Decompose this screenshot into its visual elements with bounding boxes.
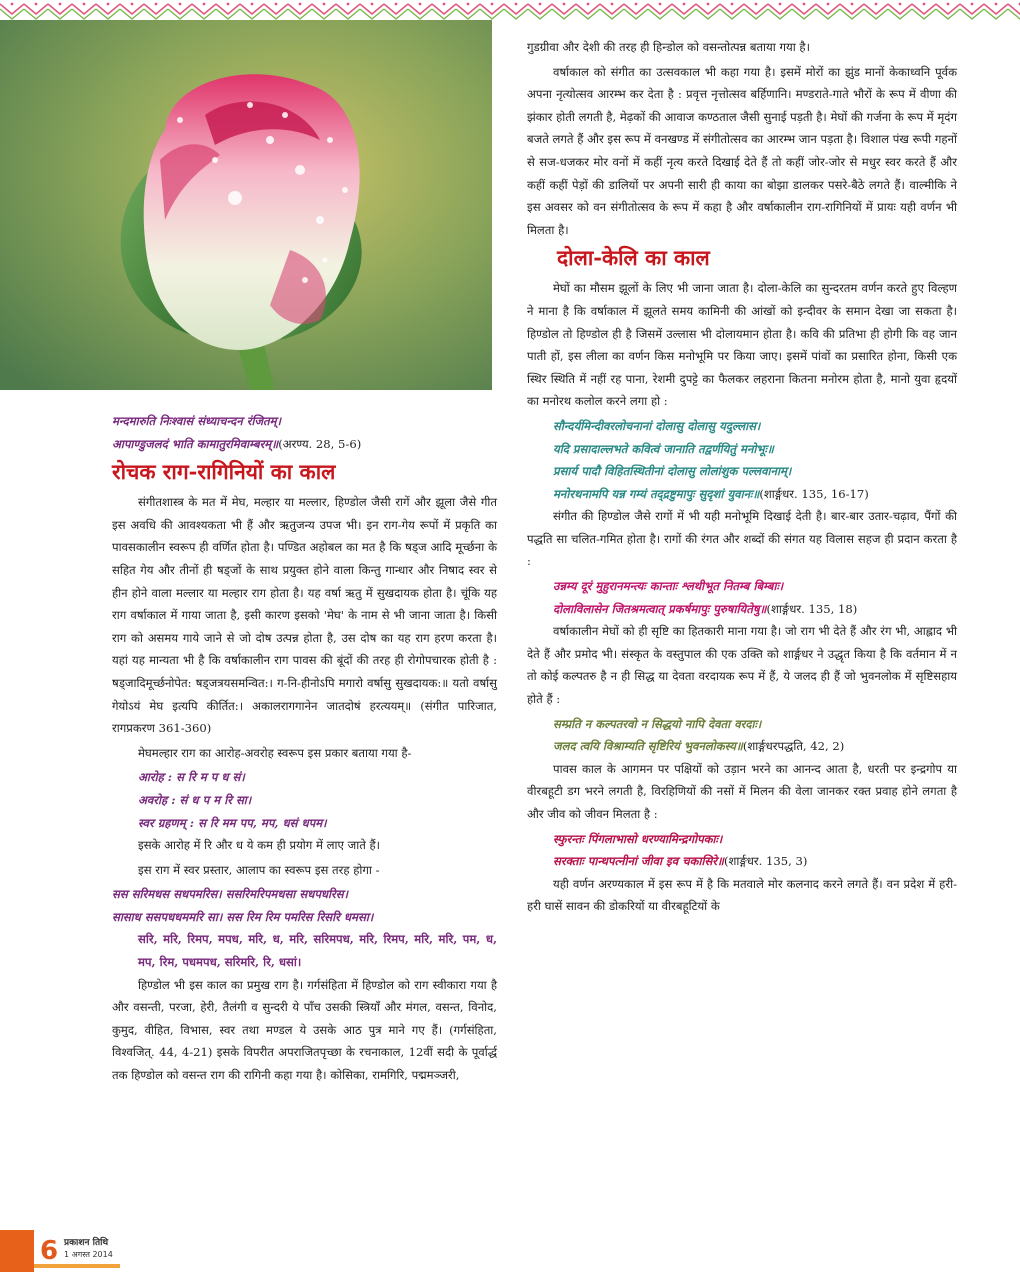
verse-reference: (शार्ङ्गधर. 135, 3)	[724, 854, 808, 869]
rose-photo	[0, 20, 492, 390]
body-line: इस राग में स्वर प्रस्तार, आलाप का स्वरूप इस तरह होगा -	[138, 862, 380, 877]
body-paragraph: गुडग्रीवा और देशी की तरह ही हिन्डोल को वसन्तोत्पन्न बताया गया है।	[527, 40, 810, 54]
body-paragraph: यही वर्णन अरण्यकाल में इस रूप में है कि मतवाले मोर कलनाद करने लगते हैं। वन प्रदेश में हरी-हरी घासें सावन की डोकरियों या वीरबहूटियों के	[527, 876, 957, 914]
body-paragraph: पावस काल के आगमन पर पक्षियों को उड़ान भरने का आनन्द आता है, धरती पर इन्द्रगोप या वीरबहूटी डग भरने लगती है, विरहिणियों की नसों में मिलन की वेला जानकर रक्त प्रवाह होने लगता है और जीव को जीवन मिलता है :	[527, 761, 957, 821]
verse-line: जलद त्वयि विश्राम्यति सृष्टिरियं भुवनलोकस्य॥(शार्ङ्गधरपद्धति, 42, 2)	[553, 739, 845, 754]
taan-line: सासाध ससपधधममरि सा। सस रिम रिम पमरिस रिसरि धमसा।	[112, 909, 374, 924]
swar-grahan-line: स्वर ग्रहणम् : स रि मम पप, मप, धसं धपम।	[138, 815, 327, 830]
verse-line: मन्दमारुति निःश्वासं संध्याचन्दन रंजितम्।	[112, 414, 281, 428]
body-paragraph: मेघों का मौसम झूलों के लिए भी जाना जाता है। दोला-केलि का सुन्दरतम वर्णन करते हुए विल्हण ने माना है कि वर्षाकाल में झूलते समय कामिनी की आंखों को इन्दीवर के समान देखा जा सकता है। हिण्डोल तो हिण्डोल ही है जिसमें उल्लास भी दोलायमान होता है। कवि की प्रतिभा ही होगी कि वह जान पाती हों, इस लीला का वर्णन किस मनोभूमि पर किया जाए। इसमें पांवों का प्रसारित होना, किसी एक स्थिर स्थिति में नहीं रह पाना, रेशमी दुपट्टे का फैलकर लहराना कितना मनोरम होता है, मानो युवा हृदयों का मनोरथ कलोल करने लगा हो :	[527, 281, 957, 409]
avroh-line: अवरोह : सं ध प म रि सा।	[138, 792, 252, 807]
verse-line: आपाण्डुजलदं भाति कामातुरमिवाम्बरम्॥(अरण्य. 28, 5-6)	[112, 436, 362, 451]
publication-label: प्रकाशन तिथि	[64, 1238, 109, 1248]
page-number: 6	[40, 1236, 59, 1266]
body-paragraph: हिण्डोल भी इस काल का प्रमुख राग है। गर्गसंहिता में हिण्डोल को राग स्वीकारा गया है और वसन्ती, परजा, हेरी, तैलंगी व सुन्दरी ये पाँच उसकी स्त्रियाँ और मंगल, वसन्त, विनोद, कुमुद, वीहित, विभास, स्वर तथा मण्डल ये उसके आठ पुत्र माने गए हैं। (गर्गसंहिता, विश्वजित्. 44, 4-21) इसके विपरीत अपराजितपृच्छा के रचनाकाल, 12वीं सदी के पूर्वार्द्ध तक हिण्डोल को वसन्त राग की रागिनी कहा गया है। कोसिका, रामगिरि, पद्ममञ्जरी,	[112, 977, 497, 1083]
section-heading: रोचक राग-रागिनियों का काल	[112, 459, 336, 485]
left-column	[112, 410, 497, 1089]
verse-line: दोलाविलासेन जितश्रमत्वात् प्रकर्षमापुः पुरुषायितेषु॥(शार्ङ्गधर. 135, 18)	[553, 601, 858, 616]
aroh-line: आरोह : स रि म प ध सं।	[138, 770, 245, 785]
verse-line: उन्नम्य दूरं मुहुरानमन्त्यः कान्ताः श्लथीभूत नितम्ब बिम्बाः।	[553, 579, 784, 594]
decorative-top-border	[0, 0, 1020, 22]
taan-line: सरि, मरि, रिमप, मपध, मरि, ध, मरि, सरिमपध, मरि, रिमप, मरि, मरि, पम, ध, मप, रिम, पधमपध, सरिमरि, रि, धसां।	[138, 932, 497, 970]
footer-accent-bar	[0, 1230, 34, 1272]
publication-date: 1 अगस्त 2014	[64, 1250, 113, 1259]
page-footer	[0, 1230, 120, 1272]
body-paragraph: वर्षाकाल को संगीत का उत्सवकाल भी कहा गया है। इसमें मोरों का झुंड मानों केकाध्वनि पूर्वक अपना नृत्योत्सव आरम्भ कर देता है : प्रवृत्त नृत्तोत्सव बर्हिणानि। मण्डराते-गाते भौरों के रूप में वीणा की झंकार होती लगती है, मेढ़कों की आवाज कण्ठताल जैसी सुनाई पड़ती है। मेघों की गर्जना के रूप में मृदंग बजते लगते हैं और इस रूप में वनखण्ड में संगीतोत्सव का आरम्भ जान पड़ता है। विशाल पंख रूपी गहनों से सज-धजकर मोर वनों में कहीं नृत्य करते दिखाई देते हैं तो कहीं जोर-जोर से मधुर स्वर करते हैं और कहीं कहीं पेड़ों की डालियों पर अपनी सारी ही काया का बोझा डालकर पसरे-बैठे लगते हैं। वाल्मीकि ने इस अवसर को वन संगीतोत्सव के रूप में कहा है और वर्षाकालीन राग-रागिनियों में प्रायः यही वर्णन भी मिलता है।	[527, 64, 957, 237]
body-paragraph: वर्षाकालीन मेघों को ही सृष्टि का हितकारी माना गया है। जो राग भी देते हैं और रंग भी, आह्लाद भी देते हैं और प्रमोद भी। संस्कृत के वस्तुपाल की एक उक्ति को शार्ङ्गधर ने उद्धृत किया है कि वर्तमान में न तो कोई कल्पतरु है न ही सिद्ध या देवता वरदायक रूप में हैं, ये जलद ही हैं जो भुवनलोक में सृष्टिसहाय होते हैं :	[527, 624, 957, 707]
verse-line: सरक्ताः पान्थपत्नीनां जीवा इव चकासिरे॥(शार्ङ्गधर. 135, 3)	[553, 854, 808, 869]
verse-reference: (शार्ङ्गधरपद्धति, 42, 2)	[742, 739, 845, 754]
right-column	[527, 36, 957, 920]
verse-line: सम्प्रति न कल्पतरवो न सिद्धयो नापि देवता वरदाः।	[553, 716, 762, 731]
verse-line: प्रसार्य पादौ विहितस्थितीनां दोलासु लोलांशुक पल्लवानाम्।	[553, 464, 792, 479]
verse-line: यदि प्रसादाल्लभते कवित्वं जानाति तद्वर्णयितुं मनोभूः॥	[553, 441, 774, 456]
verse-line: स्फुरन्तः पिंगलाभासो धरण्यामिन्द्रगोपकाः।	[553, 831, 723, 846]
verse-reference: (शार्ङ्गधर. 135, 16-17)	[759, 486, 869, 501]
verse-line: मनोरथनामपि यन्न गम्यं तद्द्रष्टुमापुः सुदृशां युवानः॥(शार्ङ्गधर. 135, 16-17)	[553, 486, 869, 501]
verse-line: सौन्दर्यमिन्दीवरलोचनानां दोलासु दोलासु यदुल्लास।	[553, 418, 761, 433]
taan-line: सस सरिमधस सधपमरिस। ससरिमरिपमधसा सधपधरिस।	[112, 887, 349, 902]
section-heading: दोला-केलि का काल	[557, 245, 710, 271]
body-line: इसके आरोह में रि और ध ये कम ही प्रयोग में लाए जाते हैं।	[138, 838, 381, 853]
body-paragraph: मेघमल्हार राग का आरोह-अवरोह स्वरूप इस प्रकार बताया गया है-	[138, 745, 412, 760]
body-paragraph: संगीतशास्त्र के मत में मेघ, मल्हार या मल्लार, हिण्डोल जैसी रागें और झूला जैसे गीत इस अवधि की आवश्यकता भी हैं और ऋतुजन्य उपज भी। इन राग-गेय रूपों में प्रकृति का पावसकालीन स्वरूप ही वर्णित होता है। पण्डित अहोबल का मत है कि षड्ज आदि मूर्च्छना के सहित गेय और तीनों ही षड्जों के साथ प्रयुक्त होने वाला किन्तु गान्धार और निषाद स्वर से हीन होने वाला मल्लार या मल्हार राग होता है। यह वर्षा ऋतु में सुखदायक होता है। चूंकि यह राग वर्षाकाल में गाया जाता है, इसी कारण इसको 'मेघ' के नाम से भी जाना जाता है। किसी राग को असमय गाये जाने से जो दोष उत्पन्न होता है, उस दोष का यह राग हरण करता है। यहां यह मान्यता भी है कि वर्षाकालीन राग पावस की बूंदों की तरह ही रोगोपचारक होती है : षड्जादिमूर्च्छनोपेत: षड्जत्रयसमन्वित:। ग-नि-हीनोऽपि मगारो वर्षासु सुखदायक:॥ यतो वर्षासु गेयोऽयं मेघ इत्यपि कीर्तित:। अकालरागगानेन जातदोषं हरत्ययम्॥ (संगीत पारिजात, रागप्रकरण 361-360)	[112, 495, 497, 736]
verse-reference: (शार्ङ्गधर. 135, 18)	[766, 601, 858, 616]
verse-reference: (अरण्य. 28, 5-6)	[278, 436, 362, 451]
body-paragraph: संगीत की हिण्डोल जैसे रागों में भी यही मनोभूमि दिखाई देती है। बार-बार उतार-चढ़ाव, पैंगों की पद्धति सा चलित-गमित होता है। रागों की रंगत और शब्दों की संगत यह विलास सहज ही प्रदान करता है :	[527, 509, 957, 569]
